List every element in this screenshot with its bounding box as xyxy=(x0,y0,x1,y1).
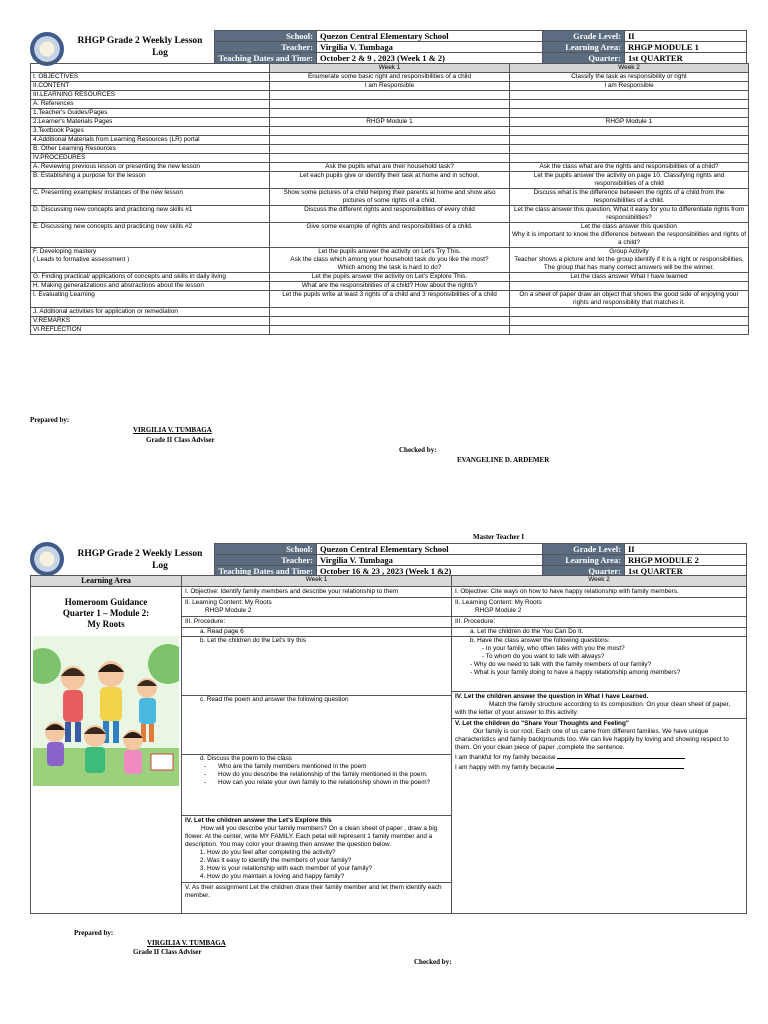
page1 xyxy=(0,0,768,470)
row-label: I. OBJECTIVES xyxy=(31,73,270,82)
week2-cell: I am Responsible xyxy=(510,82,749,91)
week2-cell: RHGP Module 1 xyxy=(510,118,749,127)
answer-blank xyxy=(557,752,685,759)
week1-cell xyxy=(270,308,510,317)
learning-area-value: RHGP MODULE 1 xyxy=(625,42,747,53)
preparer-name: VIRGILIA V. TUMBAGA xyxy=(133,426,212,434)
week2-cell: Ask the class what are the rights and responsibilities of a child? xyxy=(510,163,749,172)
row-label: G. Finding practical/ applications of concepts and skills in daily living xyxy=(31,273,270,282)
week2-cell xyxy=(452,587,747,914)
week2-cell: Group Activity Teacher shows a picture and let the group identify if it is a right or responsibilities. The group that has many correct answers will be the winner. xyxy=(510,248,749,273)
week1-cell: Ask the pupils what are their household task? xyxy=(270,163,510,172)
row-label: E. Discussing new concepts and practicing new skills #2 xyxy=(31,223,270,248)
week1-cell-bottom xyxy=(182,816,452,914)
table-row xyxy=(31,282,749,291)
row-label: III.LEARNING RESOURCES xyxy=(31,91,270,100)
week1-cell: Let each pupils give or identify their task at home and in school. xyxy=(270,172,510,189)
week2-cell: Let the pupils answer the activity on page 10. Classifying rights and responsibilities of a child xyxy=(510,172,749,189)
school-label: School: xyxy=(215,31,317,42)
preparer-title: Grade II Class Adviser xyxy=(146,436,215,444)
row-label: 2.Learner's Materials Pages xyxy=(31,118,270,127)
week2-cell xyxy=(510,100,749,109)
week1-cell xyxy=(270,91,510,100)
blank-header-cell xyxy=(31,64,270,73)
list-item: 2. Was it easy to identify the members of your family? xyxy=(207,857,448,865)
w2-section-v: V. Let the children do "Share Your Thoughts and Feeling" Our family is our root. Each one of us came from different families. We have unique characteristics and family backgrounds too. We can live happily by loving and showing respect to them. On your clean piece of paper ,complete the sentence. I am thankful for my family because I am happy with my family because xyxy=(452,719,746,773)
row-label: C. Presenting examples/ instances of the new lesson xyxy=(31,189,270,206)
w2-content: II. Learning Content: My Roots RHGP Module 2 xyxy=(452,598,746,617)
week2-cell xyxy=(510,326,749,335)
page2-lesson-table xyxy=(30,575,747,914)
week1-cell: Let the pupils answer the activity on Let's Try This. Ask the class which among your household task do you like the most? Which among the task is hard to do? xyxy=(270,248,510,273)
lesson-log-title-2: RHGP Grade 2 Weekly Lesson Log xyxy=(77,549,203,571)
week2-cell xyxy=(510,91,749,100)
week2-cell xyxy=(510,109,749,118)
table-row xyxy=(31,109,749,118)
list-item: - In your family, who often talks with you the most? xyxy=(482,645,625,652)
table-row xyxy=(31,308,749,317)
lesson-log-title: RHGP Grade 2 Weekly Lesson Log xyxy=(77,36,203,58)
learning-area-header: Learning Area xyxy=(31,576,182,587)
page2-header-table xyxy=(214,543,747,577)
week2-cell xyxy=(510,145,749,154)
quarter-label: Quarter: xyxy=(543,566,625,577)
list-item: - Why do we need to talk with the family members of our family? xyxy=(470,661,652,668)
teacher-value: Virgilia V. Tumbaga xyxy=(317,42,543,53)
week1-cell xyxy=(270,100,510,109)
checked-by-label: Checked by: xyxy=(399,446,437,454)
week1-cell: Discuss the different rights and responsibilities of every child xyxy=(270,206,510,223)
week1-cell xyxy=(270,317,510,326)
list-item: - How can you relate your own family to the relationship shown in the poem? xyxy=(218,779,451,787)
week1-cell xyxy=(270,326,510,335)
row-label: V.REMARKS xyxy=(31,317,270,326)
family-children-illustration xyxy=(33,636,179,786)
prepared-by-label: Prepared by: xyxy=(30,416,70,424)
week2-cell: Let the class answer this question Why it is important to know the difference between the responsibilities and rights of a child? xyxy=(510,223,749,248)
week2-cell xyxy=(510,154,749,163)
week1-cell: What are the responsibilities of a child? How about the rights? xyxy=(270,282,510,291)
row-label: D. Discussing new concepts and practicing new skills #1 xyxy=(31,206,270,223)
teacher-label: Teacher: xyxy=(215,42,317,53)
table-row xyxy=(31,189,749,206)
week1-cell: Show some pictures of a child helping their parents at home and show also pictures of some rights of a child. xyxy=(270,189,510,206)
preparer-title-2: Grade II Class Adviser xyxy=(133,948,202,956)
week1-cell: Enumerate some basic right and responsibilities of a child xyxy=(270,73,510,82)
w1-section-v: V. As their assignment Let the children draw their family member and let them identify each member. xyxy=(185,884,442,899)
quarter-value: 1st QUARTER xyxy=(625,566,747,577)
week1-cell: Let the pupils answer the activity on Let's Explore This. xyxy=(270,273,510,282)
table-row xyxy=(31,145,749,154)
week2-cell xyxy=(510,282,749,291)
list-item: 3. How is your relationship with each member of your family? xyxy=(207,865,448,873)
week2-cell: Discuss what is the difference between the rights of a child from the responsibilities of a child. xyxy=(510,189,749,206)
table-row xyxy=(31,91,749,100)
row-label: F. Developing mastery ( Leads to formative assessment ) xyxy=(31,248,270,273)
grade-label: Grade Level: xyxy=(543,31,625,42)
grade-value: II xyxy=(625,31,747,42)
teacher-label: Teacher: xyxy=(215,555,317,566)
week2-cell: On a sheet of paper draw an object that shows the good side of enjoying your rights and responsibility that matches it. xyxy=(510,291,749,308)
w1-poem-questions xyxy=(182,763,451,787)
list-item: 4. How do you maintain a loving and happy family? xyxy=(207,873,448,881)
week1-cell xyxy=(270,154,510,163)
w2-step-a: a. Let the children do the You Can Do It. xyxy=(452,628,746,637)
school-value: Quezon Central Elementary School xyxy=(317,544,543,555)
checked-by-label-2: Checked by: xyxy=(414,958,452,966)
week2-cell: Classify the task as responsibility or right xyxy=(510,73,749,82)
w1-content: II. Learning Content: My Roots RHGP Module 2 xyxy=(182,598,451,617)
school-value: Quezon Central Elementary School xyxy=(317,31,543,42)
module-cover-cell xyxy=(31,587,182,914)
week1-cell: Give some example of rights and responsibilities of a child. xyxy=(270,223,510,248)
week1-cell: RHGP Module 1 xyxy=(270,118,510,127)
week1-header: Week 1 xyxy=(182,576,452,587)
teaching-dates-label: Teaching Dates and Time: xyxy=(215,566,317,577)
w2-sentence-2: I am happy with my family because xyxy=(455,762,743,772)
w1-explore-questions xyxy=(185,849,448,881)
answer-blank xyxy=(556,762,684,769)
w1-objective: I. Objective: Identify family members and describe your relationship to them xyxy=(182,587,451,598)
deped-seal-logo xyxy=(30,32,64,66)
table-row xyxy=(31,291,749,308)
week2-header: Week 2 xyxy=(452,576,747,587)
row-label: B. Other Learning Resources xyxy=(31,145,270,154)
preparer-name-2: VIRGILIA V. TUMBAGA xyxy=(147,939,226,947)
w2-step-b: b. Have the class answer the following questions: - In your family, who often talks with you the most? - To whom do you want to talk with always? - Why do we need to talk with the family members of our family? - What is your family doing to have a happy relationship among members? xyxy=(452,637,746,692)
week2-cell xyxy=(510,317,749,326)
page2 xyxy=(0,540,768,1024)
week1-cell-top xyxy=(182,587,452,816)
prepared-by-label-2: Prepared by: xyxy=(74,929,114,937)
w2-section-iv: IV. Let the children answer the question in What I have Learned. Match the family structure according to its composition. On your clean sheet of paper, with the letter of your answer to this activity. xyxy=(452,692,746,719)
table-row xyxy=(31,248,749,273)
row-label: 1.Teacher's Guides/Pages xyxy=(31,109,270,118)
w2-procedure: III. Procedure: xyxy=(452,617,746,628)
table-row xyxy=(31,273,749,282)
learning-area-label: Learning Area: xyxy=(543,42,625,53)
row-label: VI.REFLECTION xyxy=(31,326,270,335)
table-row xyxy=(31,127,749,136)
table-row xyxy=(31,326,749,335)
teaching-dates-label: Teaching Dates and Time: xyxy=(215,53,317,64)
week1-cell: Let the pupils write at least 3 rights of a child and 3 responsibilities of a child xyxy=(270,291,510,308)
row-label: 4.Additional Materials from Learning Resources (LR) portal xyxy=(31,136,270,145)
week2-cell xyxy=(510,136,749,145)
grade-label: Grade Level: xyxy=(543,544,625,555)
list-item: - To whom do you want to talk with always? xyxy=(482,653,605,660)
row-label: J. Additional activities for application or remediation xyxy=(31,308,270,317)
w1-step-c: c. Read the poem and answer the following question xyxy=(182,696,451,755)
week1-cell xyxy=(270,145,510,154)
grade-value: II xyxy=(625,544,747,555)
week1-cell xyxy=(270,127,510,136)
table-row xyxy=(31,136,749,145)
quarter-label: Quarter: xyxy=(543,53,625,64)
week2-cell: Let the class answer What I have learned xyxy=(510,273,749,282)
row-label: A. References xyxy=(31,100,270,109)
checker-title: Master Teacher I xyxy=(473,533,525,541)
week2-header: Week 2 xyxy=(510,64,749,73)
row-label: H. Making generalizations and abstractions about the lesson xyxy=(31,282,270,291)
table-row xyxy=(31,100,749,109)
row-label: I. Evaluating Learning xyxy=(31,291,270,308)
table-row xyxy=(31,82,749,91)
table-row xyxy=(31,172,749,189)
week2-cell xyxy=(510,127,749,136)
page1-header-table xyxy=(214,30,747,64)
table-row xyxy=(31,206,749,223)
w1-step-a: a. Read page 6 xyxy=(182,628,451,637)
list-item: - What is your family doing to have a happy relationship among members? xyxy=(470,669,681,676)
w2-sentence-1: I am thankful for my family because xyxy=(455,752,743,762)
row-label: B. Establishing a purpose for the lesson xyxy=(31,172,270,189)
table-row xyxy=(31,163,749,172)
w1-step-b: b. Let the children do the Let's try this xyxy=(182,637,451,696)
page1-lesson-table xyxy=(30,63,749,335)
week1-header: Week 1 xyxy=(270,64,510,73)
quarter-value: 1st QUARTER xyxy=(625,53,747,64)
list-item: - Who are the family members mentioned in the poem xyxy=(218,763,451,771)
module-cover-title: Homeroom Guidance Quarter 1 – Module 2: My Roots xyxy=(62,597,150,629)
learning-area-value: RHGP MODULE 2 xyxy=(625,555,747,566)
week1-cell xyxy=(270,136,510,145)
list-item: 1. How do you feel after completing the activity? xyxy=(207,849,448,857)
row-label: 3.Textbook Pages xyxy=(31,127,270,136)
learning-area-label: Learning Area: xyxy=(543,555,625,566)
week2-cell: Let the class answer this question, What it easy for you to differentiate rights from responsibilities? xyxy=(510,206,749,223)
teacher-value: Virgilia V. Tumbaga xyxy=(317,555,543,566)
w1-step-d: d. Discuss the poem to the class xyxy=(200,755,292,762)
teaching-dates-value: October 2 & 9 , 2023 (Week 1 & 2) xyxy=(317,53,543,64)
w1-section-iv: IV. Let the children answer the Let's Explore this How will you describe your family members? On a clean sheet of paper , draw a big flower. At the center, write MY FAMILY. Each petal will represent 1 family member and a description. You may color your drawing then answer the question below. 1. How do you feel after completing the activity? 2. Was it easy to identify the members of your family? 3. How is your relationship with each member of your family? 4. How do you maintain a loving and happy family? xyxy=(182,816,451,883)
deped-seal-logo-2 xyxy=(30,542,64,576)
table-row xyxy=(31,223,749,248)
list-item: - How do you describe the relationship of the family mentioned in the poem. xyxy=(218,771,451,779)
w1-procedure: III. Procedure: xyxy=(182,617,451,628)
row-label: IV.PROCEDURES xyxy=(31,154,270,163)
table-row xyxy=(31,118,749,127)
table-row xyxy=(31,317,749,326)
teaching-dates-value: October 16 & 23 , 2023 (Week 1 &2) xyxy=(317,566,543,577)
week1-cell xyxy=(270,109,510,118)
w2-objective: I. Objective: Cite ways on how to have happy relationship with family members. xyxy=(452,587,746,598)
row-label: A. Reviewing previous lesson or presenting the new lesson xyxy=(31,163,270,172)
week1-cell: I am Responsible xyxy=(270,82,510,91)
week2-cell xyxy=(510,308,749,317)
table-row xyxy=(31,154,749,163)
table-row xyxy=(31,73,749,82)
checker-name: EVANGELINE D. ARDEMER xyxy=(457,456,550,464)
school-label: School: xyxy=(215,544,317,555)
row-label: II.CONTENT xyxy=(31,82,270,91)
